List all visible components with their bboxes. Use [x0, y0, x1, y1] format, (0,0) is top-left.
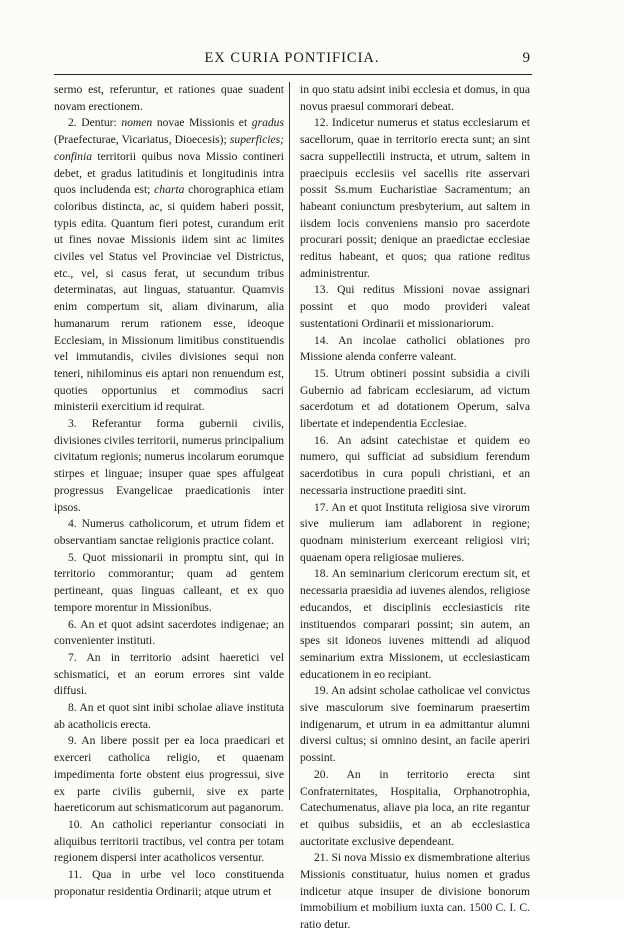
running-title: EX CURIA PONTIFICIA. [204, 50, 380, 66]
italic-term: charta [154, 183, 185, 197]
page-number: 9 [522, 50, 530, 66]
paragraph-10 [54, 817, 284, 867]
paragraph-11 [54, 867, 284, 900]
column-divider [289, 82, 290, 800]
paragraph-5 [54, 550, 284, 617]
text-run: 20. An in territorio erecta sint Confraternitates, Hospitalia, Orphanotrophia, Catechumenatus, aliave pia loca, an rite regantur et quibus subsidiis, et an ab ecclesiastica auctoritate exclusive dependeant. [300, 767, 530, 848]
paragraph-6 [54, 617, 284, 650]
header-rule [54, 74, 532, 75]
text-run: 18. An seminarium clericorum erectum sit, et necessaria praesidia ad iuvenes alendos, religiose educandos, et disciplinis ecclesiasticis rite instituendos comparari possint; sin autem, an spes sit idoneos iuvenes mittendi ad aliquod seminarium extra Missionem, ut ecclesiasticam educationem in eo recipiant. [300, 567, 530, 681]
italic-term: nomen [121, 116, 153, 130]
text-run: 8. An et quot sint inibi scholae aliave instituta ab acatholicis erecta. [54, 701, 284, 731]
text-run: 15. Utrum obtineri possint subsidia a civili Gubernio ad fabricam ecclesiarum, ad victum sacerdotum et ad dotationem Operum, salva libertate et independentia Ecclesiae. [300, 366, 530, 431]
paragraph-8 [54, 700, 284, 733]
paragraph-3 [54, 416, 284, 516]
text-run: 16. An adsint catechistae et quidem eo numero, qui sufficiat ad subsidium ferendum sacerdotibus in cura populi christiani, et an necessaria instructione praediti sint. [300, 433, 530, 497]
text-run: 12. Indicetur numerus et status ecclesiarum et sacellorum, quae in territorio erecta sunt; an sint sacra suppellectili instructa, et utrum, saltem in praecipuis ecclesiis vel sacellis rite asservari possit Ss.mum Eucharistiae Sacramentum; an habeant coniunctum presbyterium, aut saltem in iisdem locis conveniens mansio pro sacerdote procurari possit; denique an praedictae ecclesiae reditus habeant, et quos; qua ratione reditus administrentur. [300, 116, 530, 280]
paragraph-4 [54, 516, 284, 549]
paragraph-7 [54, 650, 284, 700]
text-run: 14. An incolae catholici oblationes pro Missione alenda conferre valeant. [300, 333, 530, 364]
text-run: 5. Quot missionarii in promptu sint, qui in territorio commorantur; quam ad gentem pertineant, quas linguas calleant, et ex quo tempore morentur in Missionibus. [54, 550, 284, 614]
text-run: 17. An et quot Instituta religiosa sive virorum sive mulierum iam adlaborent in regione; quodnam ministerium exerceant religiosi viri; quaenam opera religiosae mulieres. [300, 500, 530, 564]
running-head [54, 48, 530, 72]
text-run: 6. An et quot adsint sacerdotes indigenae; an convenienter instituti. [54, 617, 284, 648]
continued-paragraph [54, 82, 284, 115]
italic-term: gradus [251, 116, 284, 130]
paragraph-2 [54, 115, 284, 416]
continued-paragraph [300, 82, 530, 115]
paragraph-20 [300, 767, 530, 851]
paragraph-17 [300, 500, 530, 567]
paragraph-21 [300, 850, 530, 934]
text-run: 9. An libere possit per ea loca praedicari et exerceri catholica religio, et quaenam impedimenta forte obstent eius progressui, sive ex parte civilis gubernii, sive ex parte haereticorum aut schismaticorum aut paganorum. [54, 734, 284, 815]
text-run: 4. Numerus catholicorum, et utrum fidem et observantiam sanctae religionis practice colant. [54, 517, 284, 547]
text-run: sermo est, referuntur, et rationes quae suadent novam erectionem. [54, 83, 284, 113]
paragraph-13 [300, 282, 530, 332]
italic-term: superficies; confinia [54, 133, 284, 163]
paragraph-9 [54, 733, 284, 817]
text-run: 3. Referantur forma gubernii civilis, divisiones civiles territorii, numerus principalium civitatum regionis; numerus incolarum eorumque stirpes et linguae; insuper quae spes affulgeat progressus Evangelicae praedicationis inter ipsos. [54, 417, 284, 514]
text-run: novae Missionis et [152, 116, 252, 130]
text-run: 10. An catholici reperiantur consociati in aliquibus territorii tractibus, vel contra per totam regionem dispersi inter acatholicos versentur. [54, 817, 284, 865]
text-run: 2. Dentur: [68, 116, 122, 130]
text-run: in quo statu adsint inibi ecclesia et domus, in qua novus praesul commorari debeat. [300, 83, 530, 113]
paragraph-16 [300, 433, 530, 500]
text-run: chorographica etiam coloribus distincta, ac, si quidem haberi possit, typis edita. Quantum fieri potest, curandum erit ut fines novae Missionis iidem sint ac limites civiles vel Status vel Provinciae vel Districtus, etc., vel, si casus ferat, ut secundum tribus determinatas, aut linguas, statuantur. Quamvis enim compertum sit, aliam divinarum, alia humanarum rerum rationem esse, ideoque Ecclesiam, in Missionum limitibus constituendis vel immutandis, civiles divisiones sequi non teneri, nihilominus eis aptari non renuendum est, quoties opportunius et commodius sacri ministerii exercitium id requirat. [54, 183, 284, 414]
text-run: 19. An adsint scholae catholicae vel convictus sive masculorum sive foeminarum praesertim indigenarum, et utrum in ea admittantur alumni diversi cultus; si omnino desint, an facile aperiri possint. [300, 684, 530, 765]
text-run: 7. An in territorio adsint haeretici vel schismatici, et an eorum errores sint valde diffusi. [54, 650, 284, 698]
text-run: territorii quibus nova Missio contineri debet, et gradus latitudinis et longitudinis intra quos includenda est; [54, 149, 284, 197]
paragraph-15 [300, 366, 530, 433]
right-column [300, 82, 530, 934]
paragraph-19 [300, 683, 530, 767]
paragraph-18 [300, 566, 530, 683]
left-column [54, 82, 284, 900]
text-run: 13. Qui reditus Missioni novae assignari possint et quo modo provideri valeat sustentationi Ordinarii et missionariorum. [300, 283, 530, 330]
paragraph-14 [300, 333, 530, 366]
text-run: 11. Qua in urbe vel loco constituenda proponatur residentia Ordinarii; atque utrum et [54, 868, 284, 898]
text-run: 21. Si nova Missio ex dismembratione alterius Missionis constituatur, huius nomen et gradus indicetur atque insuper de divisione bonorum immobilium et mobilium iuxta can. 1500 C. I. C. ratio detur. [300, 851, 530, 932]
text-run: (Praefecturae, Vicariatus, Dioecesis); [54, 133, 230, 147]
paragraph-12 [300, 115, 530, 282]
